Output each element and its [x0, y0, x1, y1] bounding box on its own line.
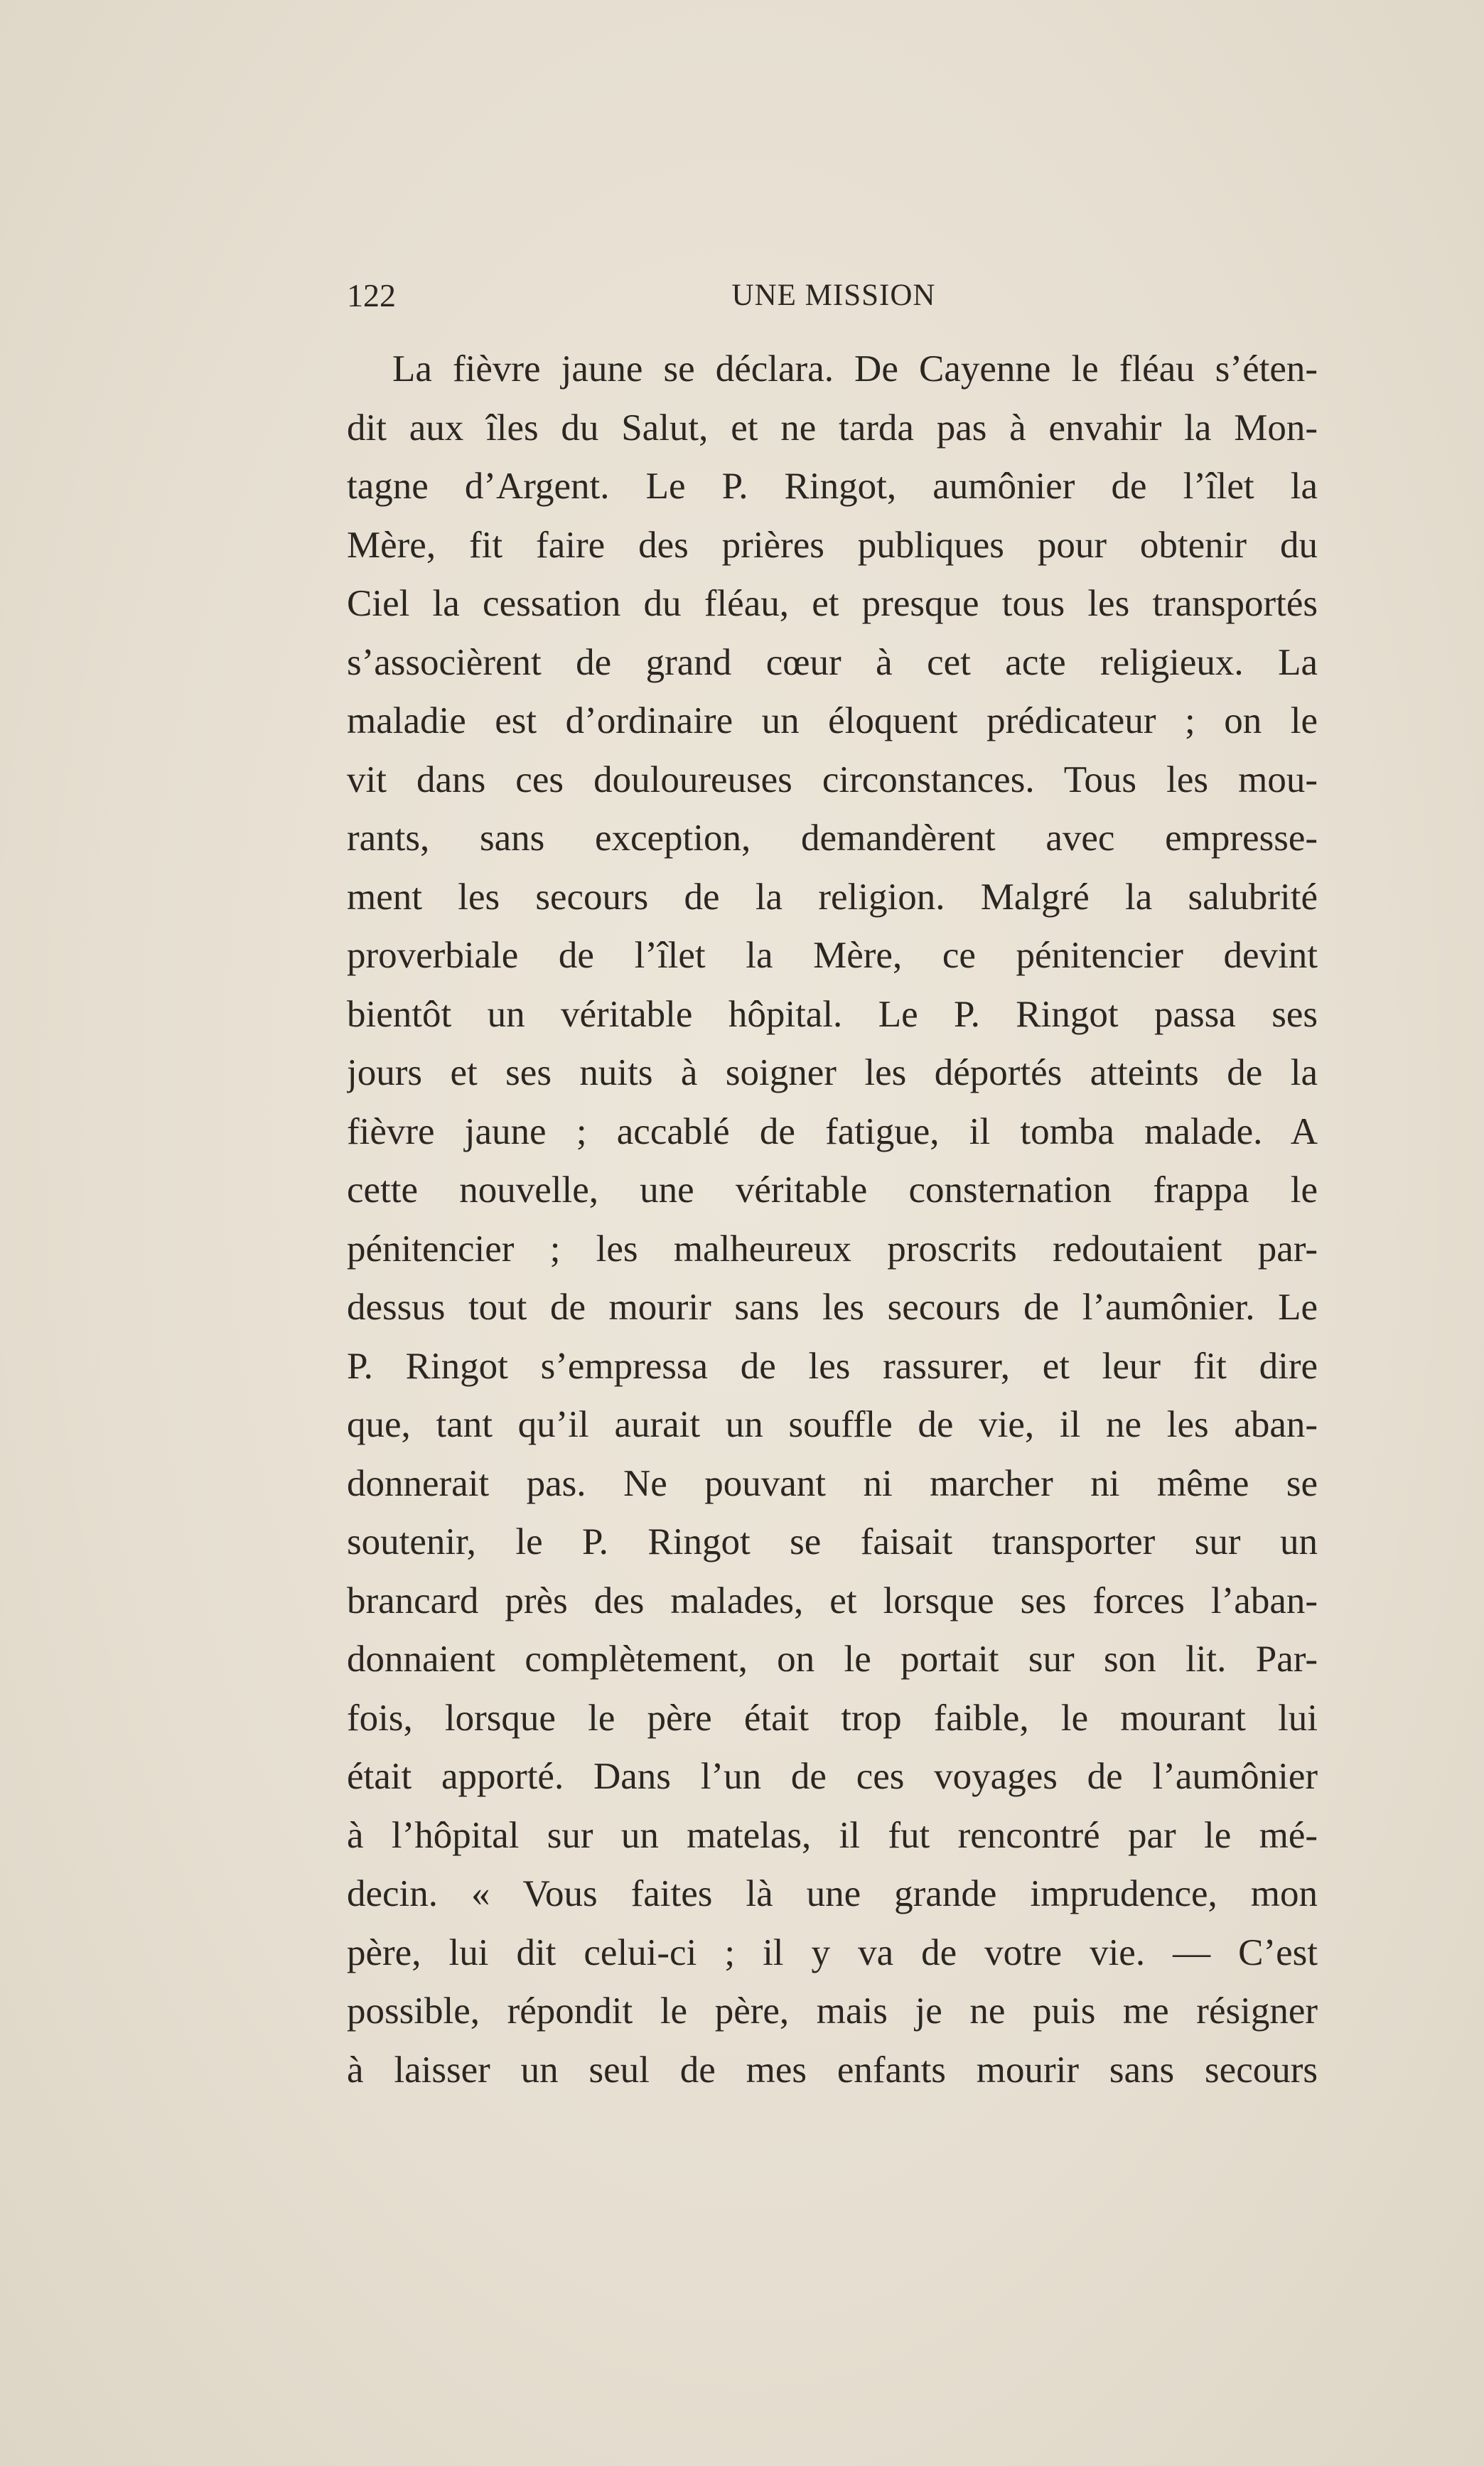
- text-line: s’associèrent de grand cœur à cet acte religieux. La: [347, 641, 1318, 683]
- text-line: pénitencier ; les malheureux proscrits redoutaient par-: [347, 1228, 1318, 1270]
- text-line: maladie est d’ordinaire un éloquent prédicateur ; on le: [347, 700, 1318, 741]
- text-line: Ciel la cessation du fléau, et presque tous les transportés: [347, 583, 1318, 624]
- text-line: cette nouvelle, une véritable consternation frappa le: [347, 1169, 1318, 1211]
- page-number: 122: [347, 277, 396, 313]
- text-line: Mère, fit faire des prières publiques pour obtenir du: [347, 524, 1318, 566]
- running-title: UNE MISSION: [731, 279, 936, 312]
- text-line: dessus tout de mourir sans les secours de l’aumônier. Le: [347, 1287, 1318, 1328]
- body-text: [347, 340, 1318, 2099]
- text-line: La fièvre jaune se déclara. De Cayenne le fléau s’éten-: [392, 348, 1318, 390]
- text-line: proverbiale de l’îlet la Mère, ce pénitencier devint: [347, 935, 1318, 976]
- text-line: que, tant qu’il aurait un souffle de vie, il ne les aban-: [347, 1404, 1318, 1445]
- text-line: à l’hôpital sur un matelas, il fut rencontré par le mé-: [347, 1814, 1318, 1856]
- text-line: soutenir, le P. Ringot se faisait transporter sur un: [347, 1521, 1318, 1562]
- text-line: bientôt un véritable hôpital. Le P. Ringot passa ses: [347, 993, 1318, 1035]
- text-line: donnerait pas. Ne pouvant ni marcher ni même se: [347, 1462, 1318, 1504]
- text-line: dit aux îles du Salut, et ne tarda pas à envahir la Mon-: [347, 407, 1318, 449]
- text-line: fièvre jaune ; accablé de fatigue, il tomba malade. A: [347, 1110, 1318, 1152]
- text-line: était apporté. Dans l’un de ces voyages de l’aumônier: [347, 1756, 1318, 1797]
- text-line: vit dans ces douloureuses circonstances. Tous les mou-: [347, 758, 1318, 800]
- text-line: rants, sans exception, demandèrent avec empresse-: [347, 817, 1318, 859]
- text-line: decin. « Vous faites là une grande imprudence, mon: [347, 1873, 1318, 1914]
- text-line: fois, lorsque le père était trop faible, le mourant lui: [347, 1697, 1318, 1739]
- text-line: jours et ses nuits à soigner les déportés atteints de la: [347, 1052, 1318, 1093]
- text-line: brancard près des malades, et lorsque ses forces l’aban-: [347, 1580, 1318, 1621]
- text-line: P. Ringot s’empressa de les rassurer, et leur fit dire: [347, 1345, 1318, 1387]
- text-line: père, lui dit celui-ci ; il y va de votre vie. — C’est: [347, 1931, 1318, 1973]
- text-line: possible, répondit le père, mais je ne puis me résigner: [347, 1990, 1318, 2032]
- text-line: donnaient complètement, on le portait sur son lit. Par-: [347, 1639, 1318, 1680]
- text-line: ment les secours de la religion. Malgré la salubrité: [347, 876, 1318, 918]
- text-line: tagne d’Argent. Le P. Ringot, aumônier de l’îlet la: [347, 466, 1318, 507]
- page-header: [347, 274, 1321, 317]
- text-line: à laisser un seul de mes enfants mourir sans secours: [347, 2049, 1318, 2091]
